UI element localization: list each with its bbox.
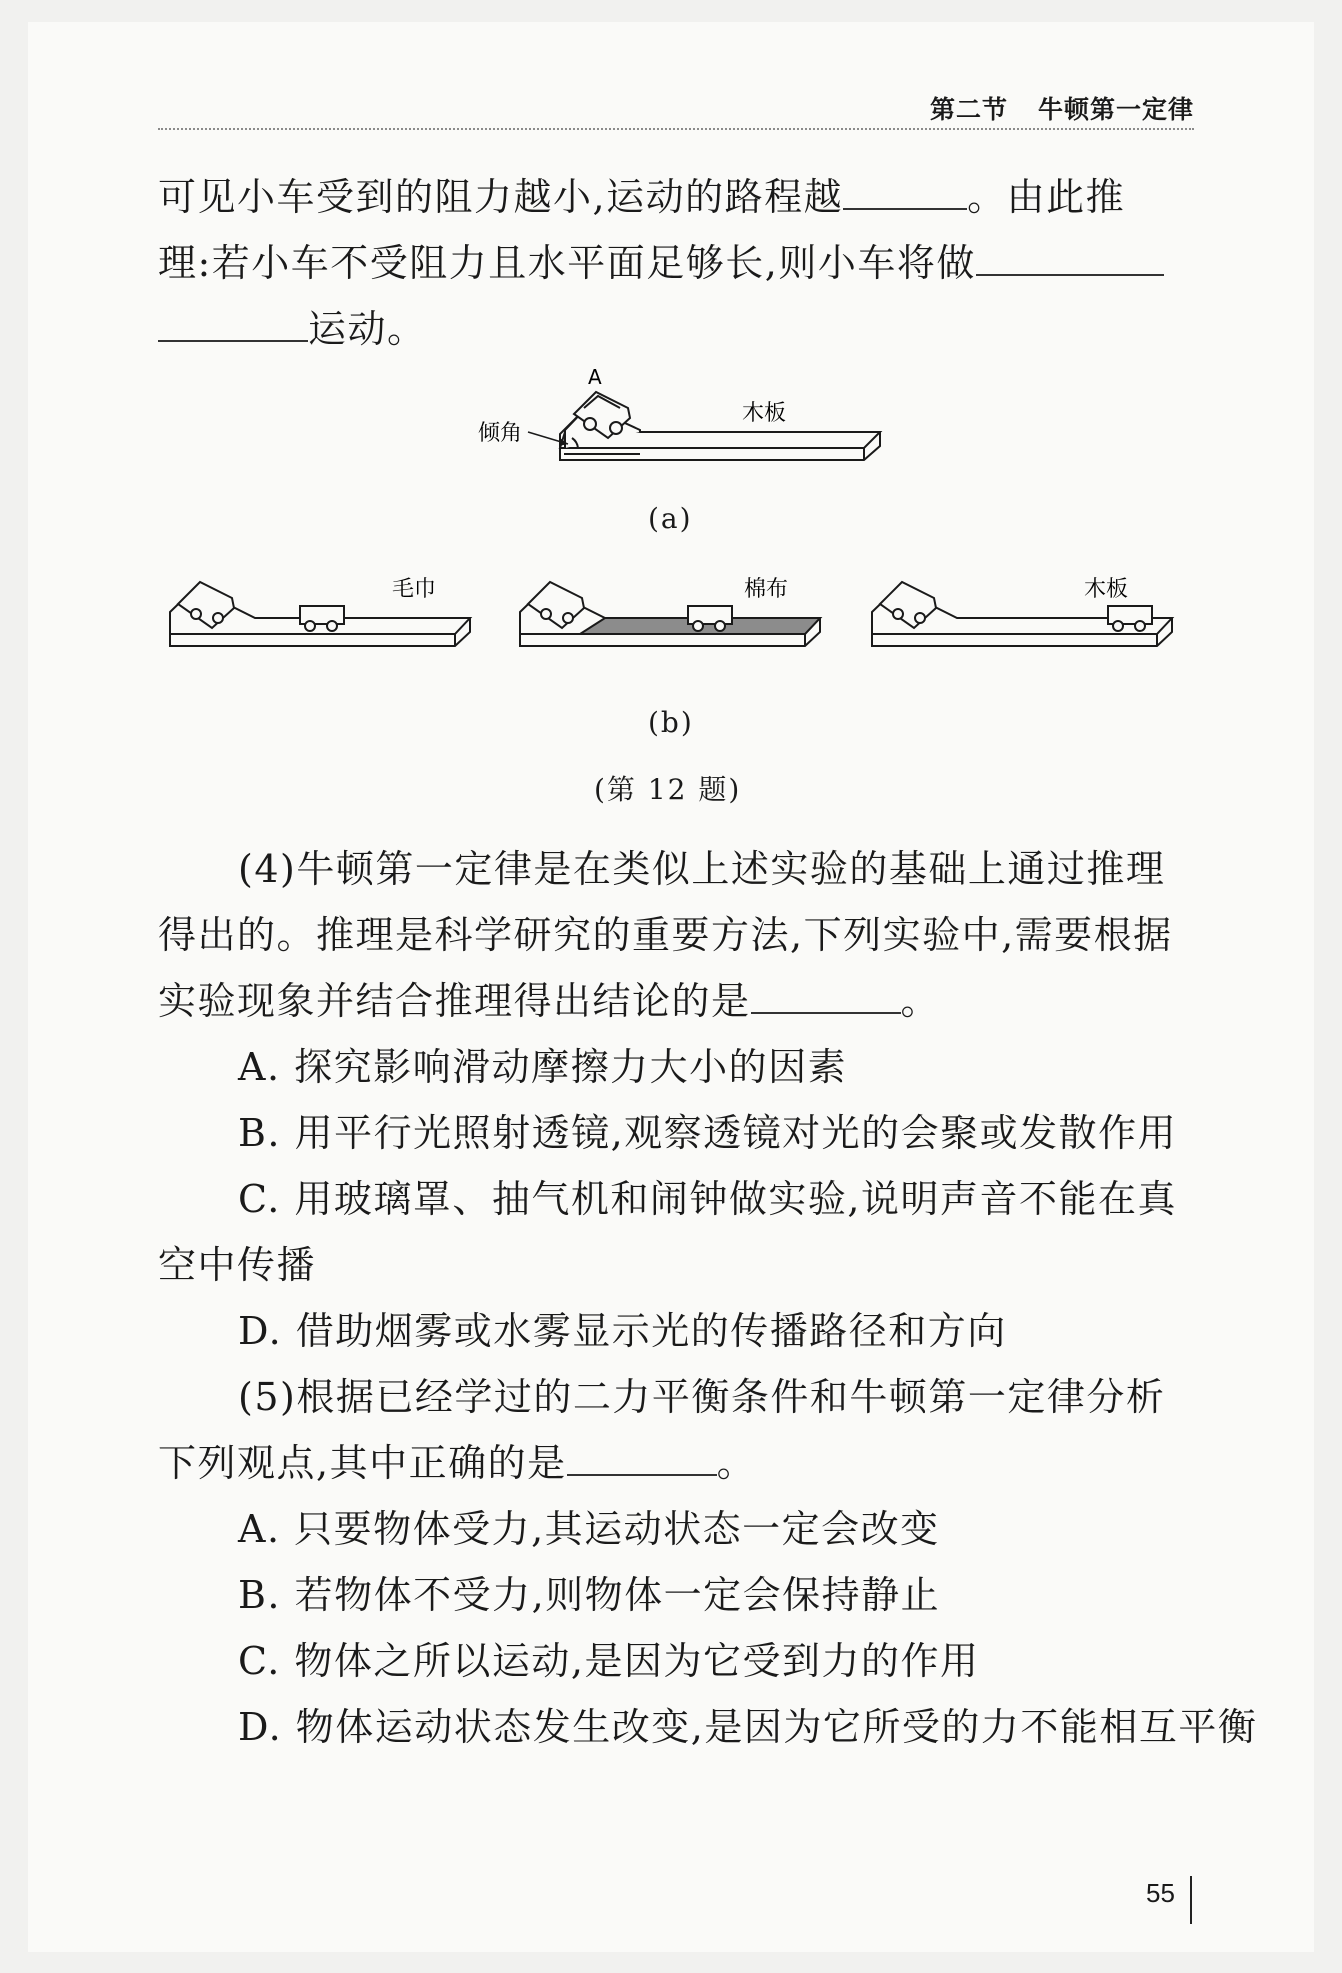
q4-line3 <box>158 968 1194 1034</box>
q5-option-b: B. 若物体不受力,则物体一定会保持静止 <box>238 1573 941 1617</box>
caption-a: (a) <box>648 502 693 535</box>
answer-blank-2[interactable] <box>976 234 1164 276</box>
figure-b-surfaces-diagram <box>160 560 1200 660</box>
q4-option-b: B. 用平行光照射透镜,观察透镜对光的会聚或发散作用 <box>238 1111 1178 1155</box>
para1-text-a: 可见小车受到的阻力越小,运动的路程越 <box>158 175 844 219</box>
header-section: 第二节 <box>929 95 1008 124</box>
answer-blank-1[interactable] <box>843 168 967 210</box>
q5-option-a: A. 只要物体受力,其运动状态一定会改变 <box>238 1507 940 1551</box>
label-board-a: 木板 <box>742 401 787 426</box>
caption-b: (b) <box>648 706 694 739</box>
answer-blank-2-cont[interactable] <box>158 300 308 342</box>
q4-option-c-cont: 空中传播 <box>158 1243 317 1287</box>
answer-blank-q4[interactable] <box>751 972 901 1014</box>
header-divider <box>158 128 1194 130</box>
figure-a-ramp-diagram <box>460 360 900 500</box>
q5-option-d: D. 物体运动状态发生改变,是因为它所受的力不能相互平衡 <box>238 1705 1258 1749</box>
q4-line2: 得出的。推理是科学研究的重要方法,下列实验中,需要根据 <box>158 913 1173 957</box>
q5-option-c: C. 物体之所以运动,是因为它受到力的作用 <box>238 1639 980 1683</box>
para1-text-d: 运动。 <box>308 307 427 351</box>
q4-option-d: D. 借助烟雾或水雾显示光的传播路径和方向 <box>238 1309 1007 1353</box>
q4-option-c: C. 用玻璃罩、抽气机和闹钟做实验,说明声音不能在真 <box>238 1177 1177 1221</box>
q4-option-a: A. 探究影响滑动摩擦力大小的因素 <box>238 1045 848 1089</box>
page-number: 55 <box>1146 1878 1175 1908</box>
q4-line1: (4)牛顿第一定律是在类似上述实验的基础上通过推理 <box>238 847 1166 891</box>
para1-line3 <box>158 296 1194 362</box>
para1-text-c: 理:若小车不受阻力且水平面足够长,则小车将做 <box>158 241 976 285</box>
label-board-b: 木板 <box>1084 577 1129 602</box>
para1-line1 <box>158 164 1194 230</box>
q5-line2-text: 下列观点,其中正确的是 <box>158 1441 567 1485</box>
page-number-rule <box>1190 1876 1192 1924</box>
label-angle: 倾角 <box>478 421 523 446</box>
q5-line2 <box>158 1430 1194 1496</box>
para1-line2 <box>158 230 1194 296</box>
label-cotton: 棉布 <box>744 577 789 602</box>
answer-blank-q5[interactable] <box>567 1434 717 1476</box>
label-A: A <box>588 365 602 389</box>
q4-line3-text: 实验现象并结合推理得出结论的是 <box>158 979 751 1023</box>
running-header <box>930 90 1194 126</box>
para1-text-b: 。由此推 <box>967 175 1126 219</box>
label-towel: 毛巾 <box>392 577 437 602</box>
header-title: 牛顿第一定律 <box>1037 95 1194 124</box>
figure-caption: (第 12 题) <box>594 773 742 806</box>
q4-line3-end: 。 <box>900 979 941 1023</box>
q5-line2-end: 。 <box>716 1441 757 1485</box>
q5-line1: (5)根据已经学过的二力平衡条件和牛顿第一定律分析 <box>238 1375 1166 1419</box>
